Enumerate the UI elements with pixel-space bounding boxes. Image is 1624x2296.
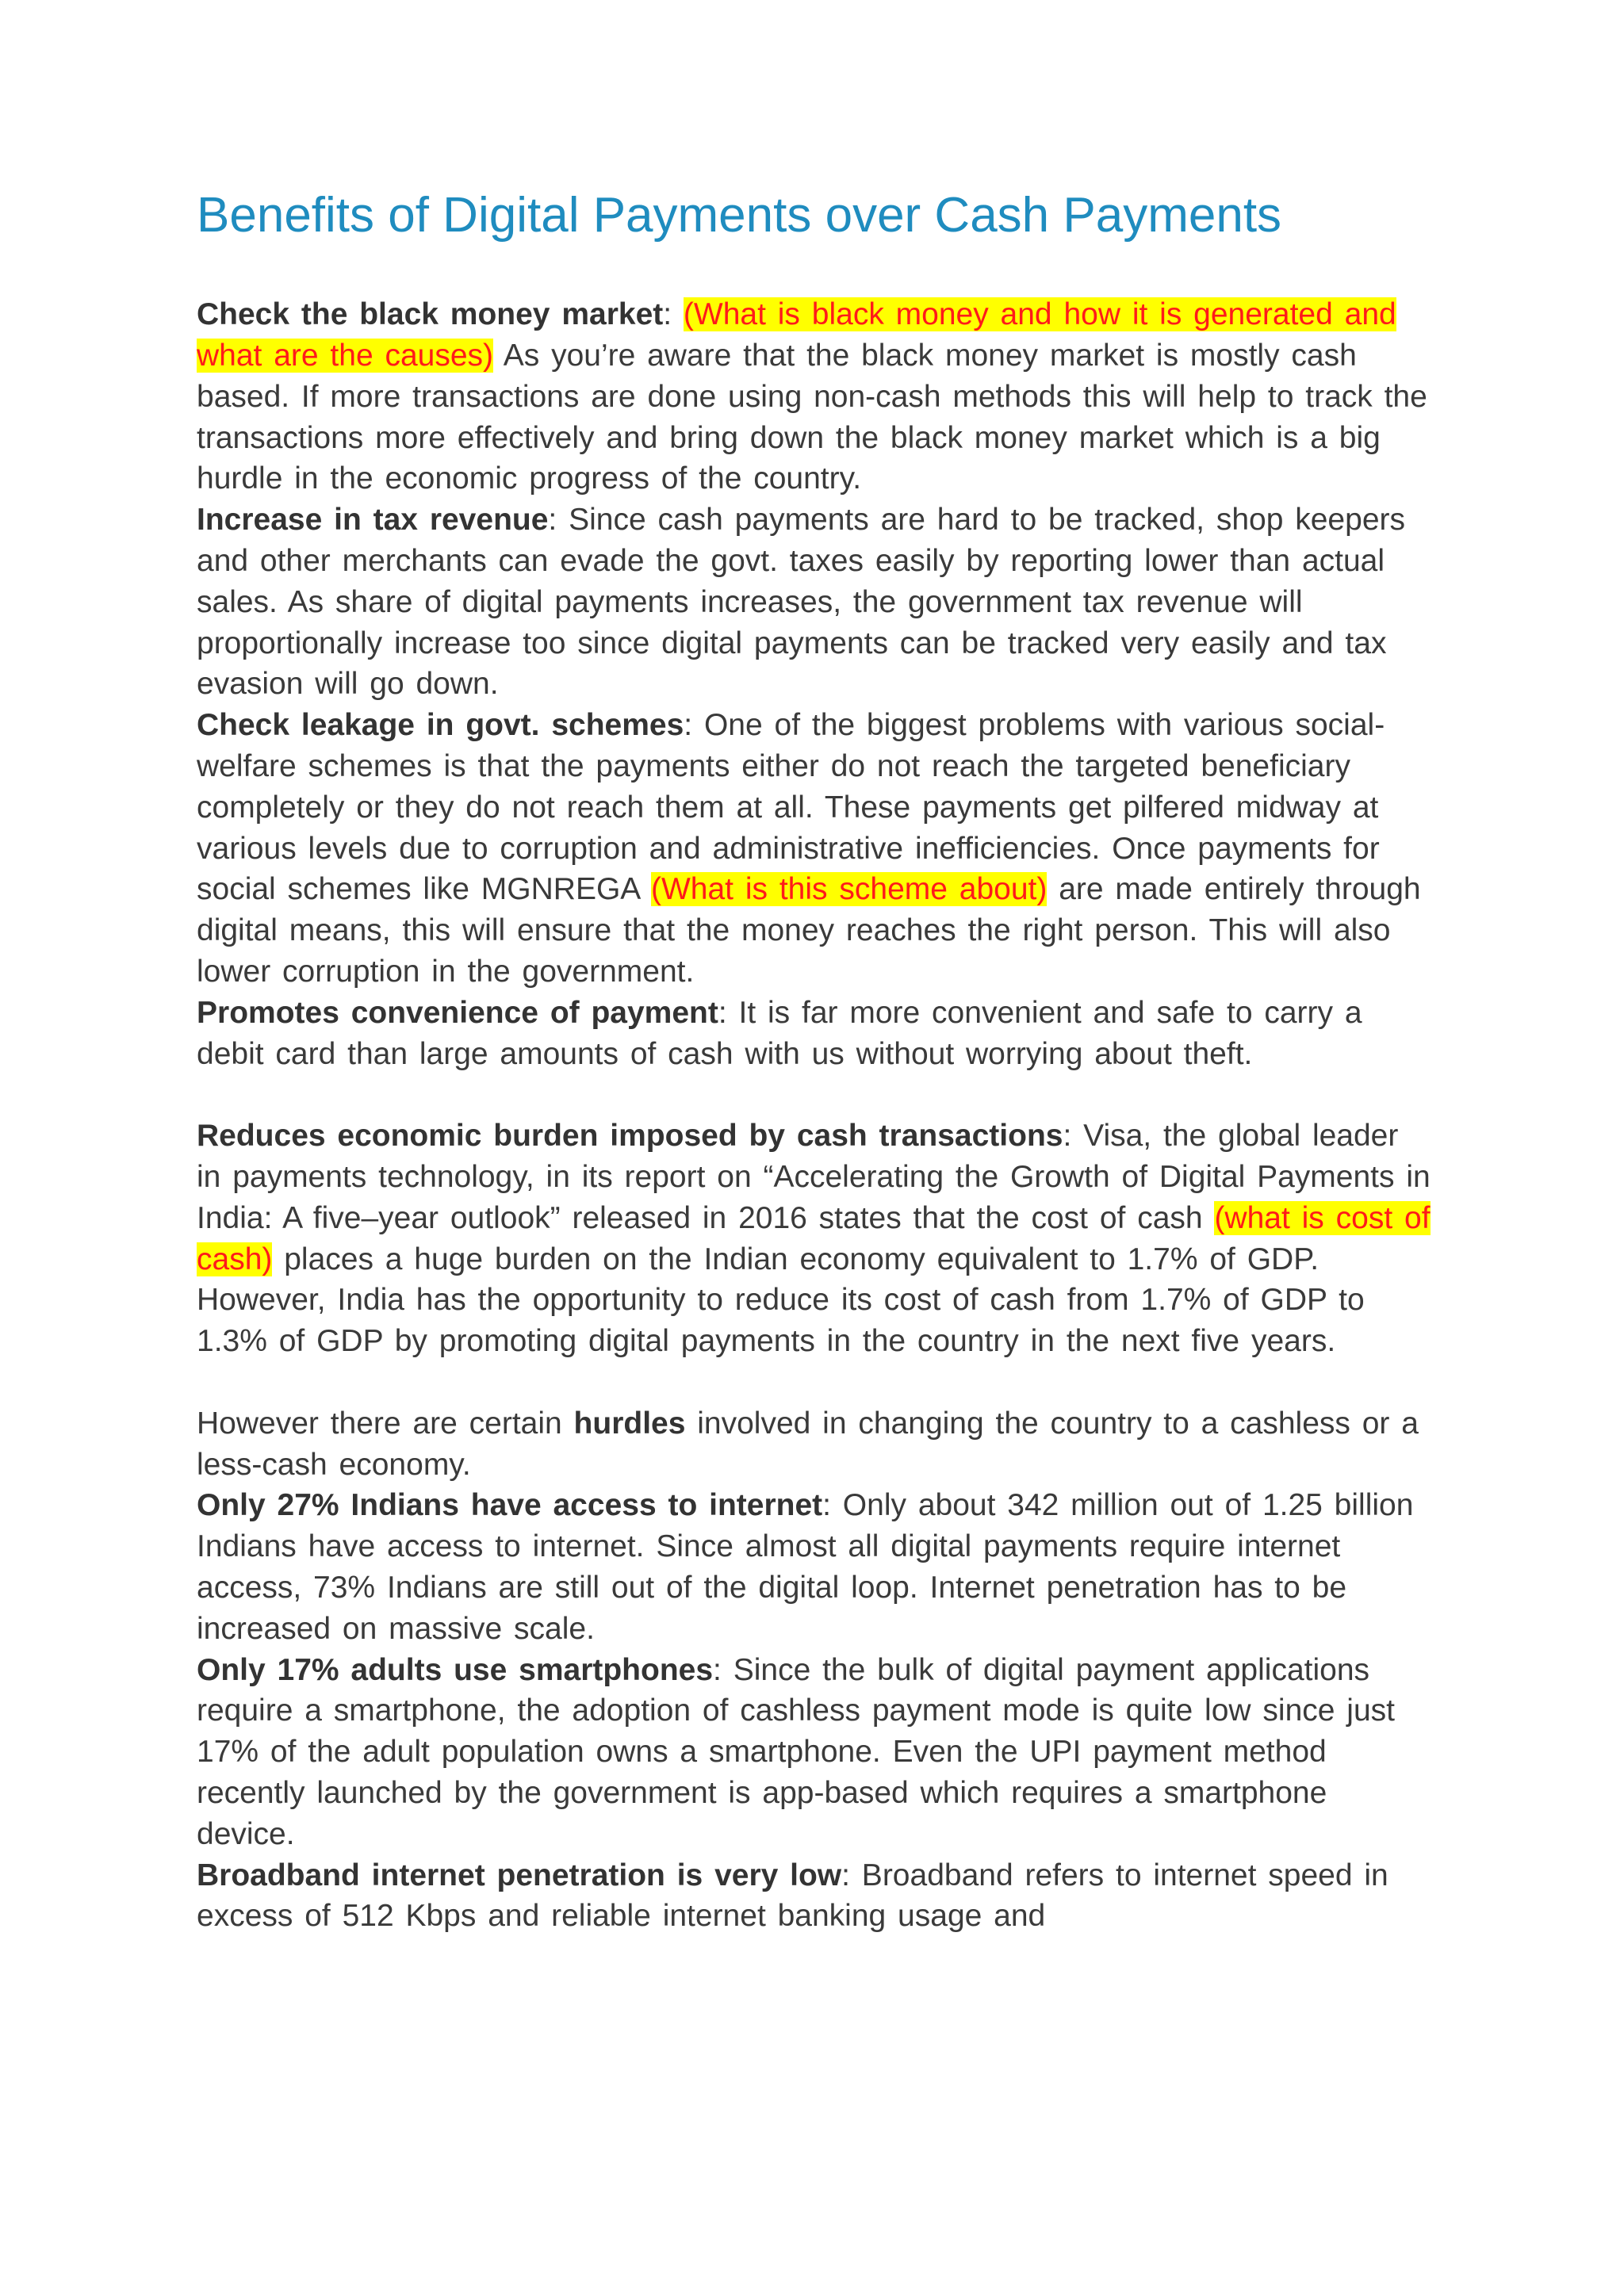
paragraph-text: : Visa, the global leader in payments technology, in its report on “Accelerating the Growth of Digital Payments in India: A five–year outlook” released in 2016 states that the cost of cash xyxy=(197,1119,1431,1235)
paragraph-broadband xyxy=(197,1855,1434,1938)
highlighted-note: (What is this scheme about) xyxy=(651,872,1048,907)
paragraph-text: places a huge burden on the Indian economy equivalent to 1.7% of GDP. However, India has the opportunity to reduce its cost of cash from 1.7% of GDP to 1.3% of GDP by promoting digital payments in the country in the next five years. xyxy=(197,1242,1365,1359)
paragraph-heading: Promotes convenience of payment xyxy=(197,995,718,1030)
paragraph-text: As you’re aware that the black money market is mostly cash based. If more transactions are done using non-cash methods this will help to track the transactions more effectively and bring down the black money market which is a big hurdle in the economic progress of the country. xyxy=(197,339,1427,496)
page-title: Benefits of Digital Payments over Cash Payments xyxy=(197,188,1282,243)
highlighted-note: (What is black money and how it is generated and what are the causes) xyxy=(197,297,1396,373)
document-body xyxy=(197,187,1434,1937)
paragraph-hurdles-intro xyxy=(197,1403,1434,1486)
paragraph-text: are made entirely through digital means, this will ensure that the money reaches the right person. This will also lower corruption in the government. xyxy=(197,872,1421,989)
highlighted-note: (what is cost of cash) xyxy=(197,1200,1431,1276)
paragraph-text: : Since cash payments are hard to be tracked, shop keepers and other merchants can evade the govt. taxes easily by reporting lower than actual sales. As share of digital payments increases, the government tax revenue will proportionally increase too since digital payments can be tracked very easily and tax evasion will go down. xyxy=(197,503,1405,702)
paragraph-internet-access xyxy=(197,1485,1434,1649)
paragraph-heading: Broadband internet penetration is very low xyxy=(197,1858,842,1892)
bold-term: hurdles xyxy=(573,1406,686,1441)
paragraph-heading: Reduces economic burden imposed by cash transactions xyxy=(197,1119,1063,1154)
paragraph-convenience xyxy=(197,993,1434,1075)
paragraph-gap xyxy=(197,1362,1434,1403)
paragraph-heading: Increase in tax revenue xyxy=(197,503,549,538)
paragraph-economic-burden xyxy=(197,1115,1434,1362)
paragraph-smartphones xyxy=(197,1650,1434,1855)
paragraph-leakage-schemes xyxy=(197,705,1434,993)
paragraph-gap xyxy=(197,1074,1434,1115)
paragraph-text: : Broadband refers to internet speed in excess of 512 Kbps and reliable internet banking usage and xyxy=(197,1858,1388,1934)
paragraph-text: : It is far more convenient and safe to carry a debit card than large amounts of cash with us without worrying about theft. xyxy=(197,995,1362,1071)
paragraph-heading: Only 27% Indians have access to internet xyxy=(197,1488,823,1523)
paragraph-text: : One of the biggest problems with various social-welfare schemes is that the payments either do not reach the targeted beneficiary completely or they do not reach them at all. These payments get pilfered midway at various levels due to corruption and administrative inefficiencies. Once payments for social schemes like MGNREGA xyxy=(197,708,1385,907)
paragraph-heading: Check leakage in govt. schemes xyxy=(197,708,684,743)
paragraph-text: : Only about 342 million out of 1.25 billion Indians have access to internet. Since almost all digital payments require internet access, 73% Indians are still out of the digital loop. Internet penetration has to be increased on massive scale. xyxy=(197,1488,1414,1646)
paragraph-tax-revenue xyxy=(197,499,1434,705)
paragraph-text: : Since the bulk of digital payment applications require a smartphone, the adoption of cashless payment mode is quite low since just 17% of the adult population owns a smartphone. Even the UPI payment method recently launched by the government is app-based which requires a smartphone device. xyxy=(197,1652,1395,1851)
paragraph-heading: Check the black money market xyxy=(197,297,664,332)
paragraph-black-money: Check the black money market: (What is black money and how it is generated and what are the causes) As you’re aware that the black money market is mostly cash based. If more transactions are done using non-cash methods this will help to track the transactions more effectively and bring down the black money market which is a big hurdle in the economic progress of the country. xyxy=(197,297,1427,496)
paragraph-text: involved in changing the country to a cashless or a less-cash economy. xyxy=(197,1406,1419,1482)
paragraph-heading: Only 17% adults use smartphones xyxy=(197,1652,714,1687)
paragraph-text: However there are certain xyxy=(197,1406,574,1441)
